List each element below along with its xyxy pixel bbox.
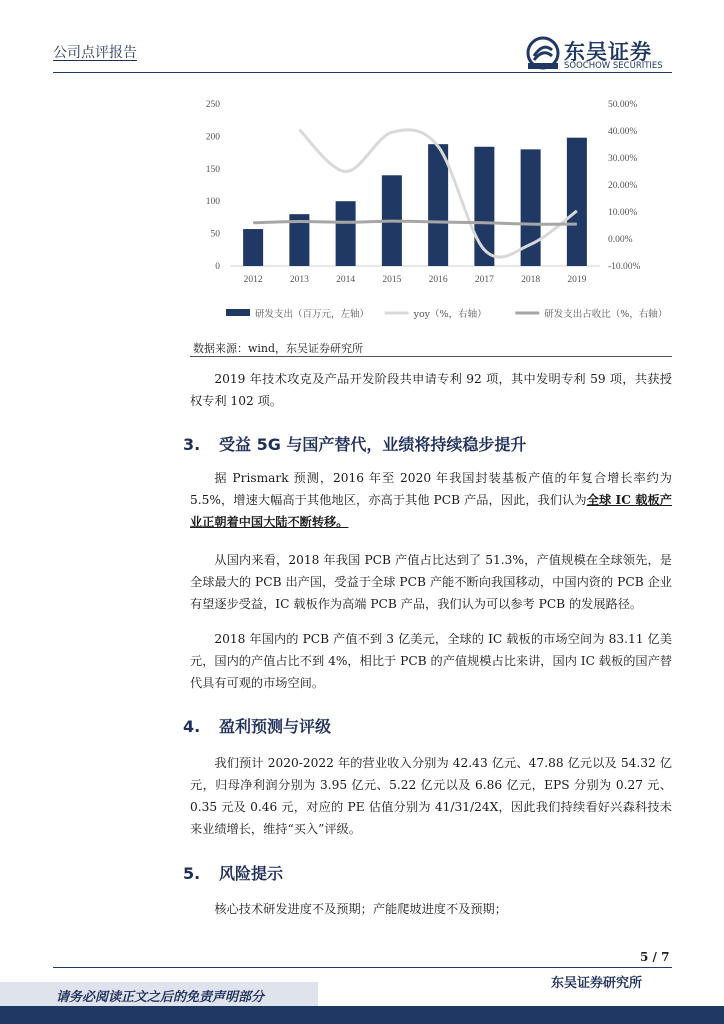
- header-rule: [53, 72, 672, 73]
- paragraph-prismark-text: 据 Prismark 预测，2016 年至 2020 年我国封装基板产值的年复合增长率约为 5.5%，增速大幅高于其他地区，亦高于其他 PCB 产品，因此，我们认为: [190, 471, 672, 507]
- x-axis-tick: 2017: [474, 275, 494, 285]
- x-axis-tick: 2019: [567, 275, 587, 285]
- footer-organization: 东吴证券研究所: [551, 976, 643, 991]
- bar-rd-expense: [567, 138, 587, 266]
- logo-english-name: SOOCHOW SECURITIES: [564, 61, 663, 71]
- disclaimer-text: 请务必阅读正文之后的免责声明部分: [56, 990, 265, 1005]
- company-logo: [526, 36, 676, 72]
- x-axis-tick: 2013: [289, 275, 309, 285]
- right-axis-tick: 10.00%: [608, 208, 638, 218]
- paragraph-forecast: 我们预计 2020-2022 年的营业收入分别为 42.43 亿元、47.88 亿元以及 54.32 亿元，归母净利润分别为 3.95 亿元、5.22 亿元以及 6.86 亿元，EPS 分别为 0.27 元、0.35 元及 0.46 元，对应的 PE 估值分别为 41/31/24X，因此我们持续看好兴森科技未来业绩增长，维持“买入”评级。: [190, 756, 672, 836]
- section-3-number: 3.: [183, 435, 201, 454]
- left-axis-tick: 100: [205, 197, 220, 208]
- paragraph-market-space: 2018 年国内的 PCB 产值不到 3 亿美元，全球的 IC 载板的市场空间为 83.11 亿美元，国内的产值占比不到 4%，相比于 PCB 的产值规模占比来讲，国内 IC 载板的国产替代具有可观的市场空间。: [190, 632, 672, 690]
- paragraph-domestic: 从国内来看，2018 年我国 PCB 产值占比达到了 51.3%，产值规模在全球领先，是全球最大的 PCB 出产国，受益于全球 PCB 产能不断向我国移动，中国内资的 PCB 企业有望逐步受益，IC 载板作为高端 PCB 产品，我们认为可以参考 PCB 的发展路径。: [190, 553, 672, 611]
- section-4-number: 4.: [183, 717, 201, 736]
- left-axis-tick: 0: [215, 262, 220, 272]
- chart-source-note: 数据来源：wind，东吴证券研究所: [193, 342, 364, 355]
- legend-label: yoy（%，右轴）: [413, 309, 487, 320]
- x-axis-tick: 2015: [382, 275, 402, 285]
- right-axis-tick: 40.00%: [608, 127, 638, 137]
- left-axis-tick: 200: [205, 132, 220, 143]
- bar-rd-expense: [336, 201, 356, 266]
- x-axis-tick: 2016: [428, 275, 448, 285]
- right-axis-tick: 20.00%: [608, 181, 638, 191]
- x-axis-tick: 2014: [336, 275, 356, 285]
- section-5-heading: [183, 861, 283, 884]
- section-5-title: 风险提示: [219, 864, 284, 883]
- x-axis-tick: 2018: [521, 275, 541, 285]
- x-axis-tick: 2012: [243, 275, 263, 285]
- page-number: 5 / 7: [640, 950, 670, 964]
- legend-swatch-bar: [226, 309, 250, 316]
- source-rule: [190, 356, 672, 357]
- right-axis-tick: 30.00%: [608, 154, 638, 164]
- paragraph-patents: 2019 年技术攻克及产品开发阶段共申请专利 92 项，其中发明专利 59 项，共获授权专利 102 项。: [190, 372, 672, 408]
- paragraph-risks: 核心技术研发进度不及预期；产能爬坡进度不及预期；: [214, 902, 507, 916]
- section-5-number: 5.: [183, 864, 201, 883]
- logo-emblem-icon: [526, 36, 560, 70]
- right-axis-tick: 50.00%: [608, 100, 638, 110]
- left-axis-tick: 50: [210, 229, 220, 240]
- section-3-heading: [183, 432, 526, 455]
- section-4-heading: [183, 714, 331, 737]
- left-axis-tick: 150: [205, 164, 220, 175]
- chart-svg: [190, 88, 670, 334]
- paragraph-prismark: [190, 467, 672, 533]
- right-axis-tick: -10.00%: [608, 262, 641, 272]
- legend-label: 研发支出占收比（%，右轴）: [544, 309, 668, 320]
- legend-label: 研发支出（百万元，左轴）: [255, 309, 370, 320]
- bar-rd-expense: [243, 229, 263, 266]
- right-axis-tick: 0.00%: [608, 235, 633, 245]
- bottom-band: [0, 1006, 724, 1024]
- bar-rd-expense: [428, 144, 448, 266]
- section-3-title: 受益 5G 与国产替代，业绩将持续稳步提升: [219, 435, 527, 454]
- footer-rule: [53, 967, 672, 968]
- logo-chinese-name: 东吴证券: [564, 40, 652, 64]
- report-type-label: 公司点评报告: [53, 45, 137, 61]
- paragraph-prismark-highlight: 全球 IC 载板产业正朝着中国大陆不断转移。: [190, 493, 672, 529]
- rd-expense-chart: [190, 88, 670, 334]
- section-4-title: 盈利预测与评级: [219, 717, 332, 736]
- left-axis-tick: 250: [205, 100, 220, 110]
